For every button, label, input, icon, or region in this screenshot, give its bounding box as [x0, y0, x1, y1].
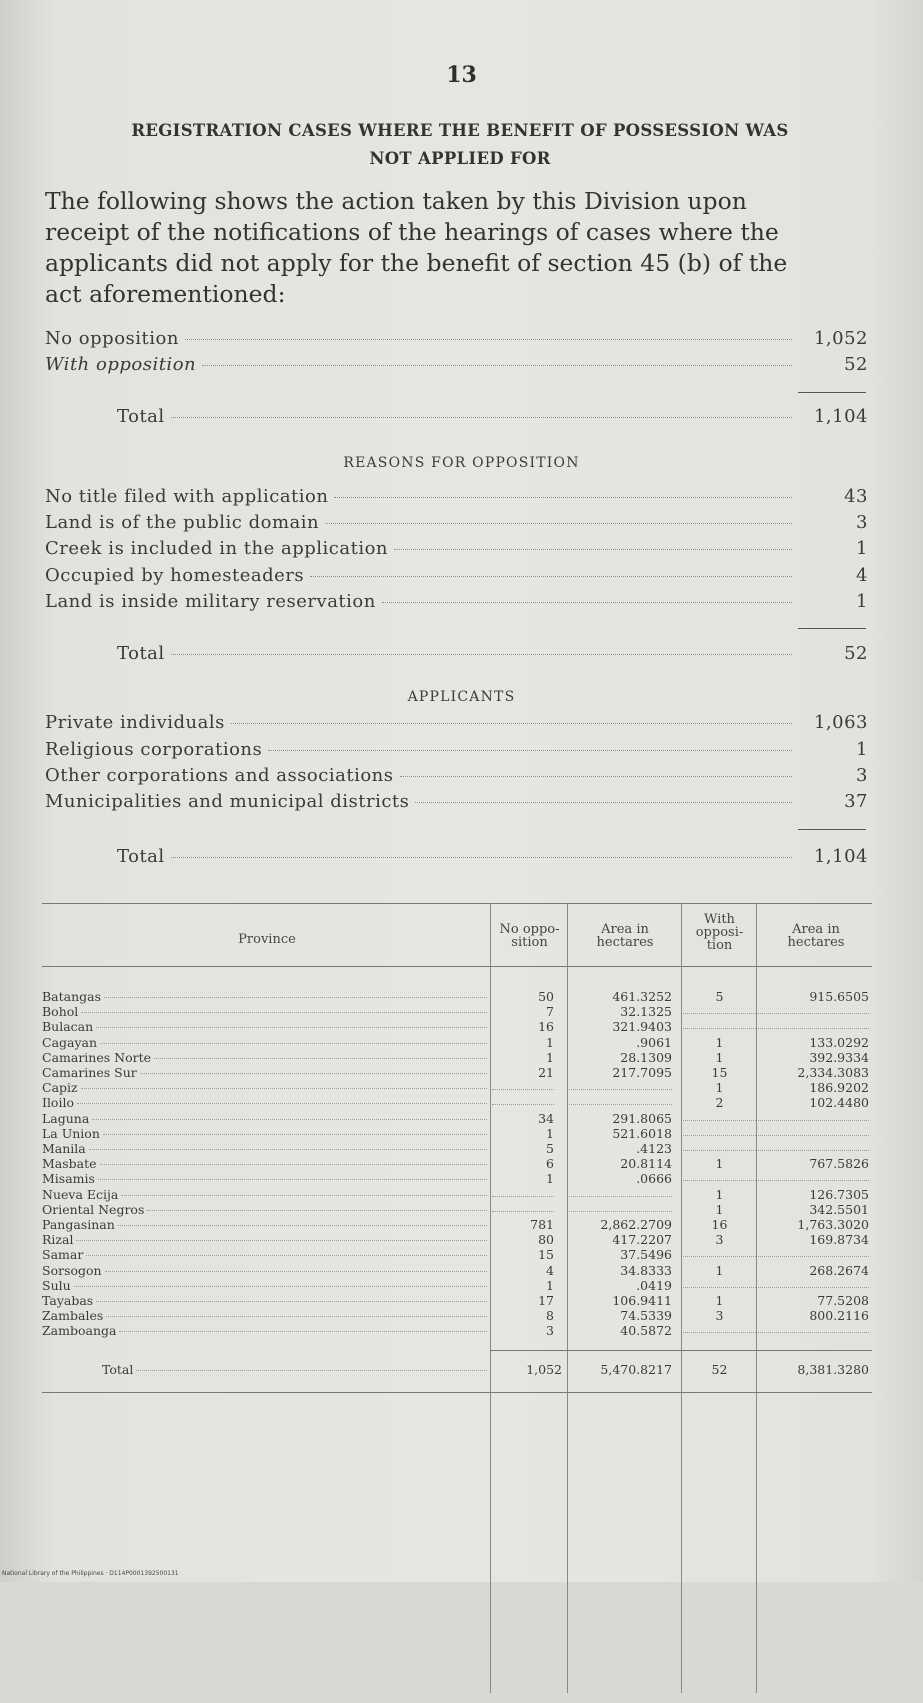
with-opposition-cell: 1: [715, 1049, 724, 1065]
area-no-opposition-cell: .9061: [636, 1034, 672, 1050]
dot-leader: [121, 1195, 487, 1196]
table-header-rule: [42, 966, 872, 967]
area-with-opposition-cell: 800.2116: [809, 1308, 869, 1324]
applicant-row: [45, 765, 868, 791]
dot-leader: [76, 1240, 487, 1241]
column-divider: [681, 903, 682, 1693]
area-with-opposition-cell: 186.9202: [809, 1080, 869, 1096]
province-name: Zambales: [42, 1308, 104, 1324]
area-with-opposition-cell: [758, 1142, 869, 1151]
dot-leader: [171, 653, 792, 655]
applicant-value: 37: [844, 791, 868, 812]
province-cell: [42, 1248, 487, 1261]
table-total-row: [102, 1363, 487, 1376]
reasons-total-row: [117, 643, 868, 669]
province-cell: [42, 1172, 487, 1185]
area-with-opposition-cell: 1,763.3020: [797, 1217, 869, 1232]
dot-leader: [103, 1134, 487, 1135]
dot-leader: [382, 601, 792, 603]
total-rule: [798, 392, 866, 393]
province-name: Nueva Ecija: [42, 1186, 119, 1202]
summary-row-no-opposition: [45, 328, 868, 354]
province-cell: [42, 1066, 487, 1079]
province-cell: [42, 1218, 487, 1231]
applicants-total-row: [117, 846, 868, 872]
total-value: 1,104: [813, 406, 868, 427]
header-line: sition: [511, 935, 548, 950]
area-with-opposition-cell: [758, 1020, 869, 1029]
area-with-opposition-cell: [758, 1324, 869, 1333]
footer-note: National Library of the Philippines · D114P0001392500131: [2, 1570, 179, 1577]
province-name: Sulu: [42, 1277, 71, 1293]
area-with-opposition-cell: [758, 1005, 869, 1014]
header-line: Area in: [792, 922, 840, 937]
dot-leader: [100, 1164, 487, 1165]
no-opposition-cell: 7: [546, 1004, 554, 1020]
with-opposition-cell: 1: [715, 1201, 724, 1217]
intro-line: applicants did not apply for the benefit of section 45 (b) of the: [45, 249, 788, 277]
area-with-opposition-cell: [758, 1248, 869, 1257]
reason-label: Creek is included in the application: [45, 538, 389, 559]
no-opposition-cell: 34: [538, 1110, 554, 1126]
summary-row-with-opposition: [45, 354, 868, 380]
dot-leader: [268, 749, 792, 751]
reason-value: 1: [856, 538, 868, 559]
province-cell: [42, 1188, 487, 1201]
dot-leader: [81, 1088, 487, 1089]
dot-leader: [77, 1103, 487, 1104]
province-name: Pangasinan: [42, 1217, 115, 1232]
with-opposition-cell: 15: [711, 1065, 728, 1080]
with-opposition-cell: 5: [715, 989, 724, 1004]
intro-paragraph: [45, 186, 870, 310]
dot-leader: [100, 1043, 487, 1044]
dot-leader: [105, 1271, 487, 1272]
reason-row: [45, 591, 868, 617]
no-opposition-cell: [492, 1096, 554, 1105]
no-opposition-cell: 3: [546, 1323, 554, 1339]
area-with-opposition-cell: 767.5826: [809, 1156, 869, 1172]
total-rule: [798, 829, 866, 830]
applicant-label: Other corporations and associations: [45, 765, 394, 786]
applicant-row: [45, 791, 868, 817]
applicant-row: [45, 739, 868, 765]
province-cell: [42, 1112, 487, 1125]
with-opposition-cell: [683, 1112, 756, 1121]
with-opposition-cell: 1: [715, 1262, 724, 1278]
dot-leader: [98, 1179, 487, 1180]
dot-leader: [104, 997, 487, 998]
no-opposition-cell: 6: [546, 1156, 554, 1172]
province-name: Batangas: [42, 989, 102, 1004]
province-name: Manila: [42, 1141, 86, 1156]
dot-leader: [136, 1370, 487, 1371]
header-no-opposition: [492, 923, 567, 949]
with-opposition-cell: [683, 1005, 756, 1014]
area-no-opposition-cell: [569, 1081, 672, 1090]
province-cell: [42, 1157, 487, 1170]
province-cell: [42, 1127, 487, 1140]
header-area-no-opposition: [569, 923, 681, 949]
dot-leader: [96, 1301, 487, 1302]
total-with-opposition: 52: [711, 1362, 728, 1377]
province-cell: [42, 1036, 487, 1049]
dot-leader: [140, 1073, 487, 1074]
intro-line: receipt of the notifications of the hearings of cases where the: [45, 218, 779, 246]
area-with-opposition-cell: 126.7305: [809, 1186, 869, 1202]
dot-leader: [185, 338, 792, 340]
total-value: 1,104: [813, 846, 868, 867]
province-name: Iloilo: [42, 1095, 74, 1111]
with-opposition-cell: 1: [715, 1080, 724, 1096]
area-with-opposition-cell: 133.0292: [809, 1034, 869, 1050]
province-cell: [42, 1294, 487, 1307]
no-opposition-cell: 1: [546, 1049, 554, 1065]
reason-row: [45, 512, 868, 538]
area-with-opposition-cell: [758, 1279, 869, 1288]
dot-leader: [147, 1210, 487, 1211]
dot-leader: [74, 1286, 487, 1287]
intro-line: The following shows the action taken by this Division upon: [45, 187, 747, 215]
area-no-opposition-cell: 2,862.2709: [600, 1217, 672, 1232]
total-value: 52: [844, 643, 868, 664]
with-opposition-cell: [683, 1127, 756, 1136]
reason-value: 43: [844, 486, 868, 507]
province-name: Cagayan: [42, 1034, 98, 1050]
no-opposition-cell: [492, 1203, 554, 1212]
dot-leader: [202, 364, 792, 366]
area-no-opposition-cell: 28.1309: [620, 1049, 672, 1065]
area-no-opposition-cell: 32.1325: [620, 1004, 672, 1020]
province-name: Bulacan: [42, 1019, 94, 1035]
reason-value: 4: [856, 565, 868, 586]
province-name: Bohol: [42, 1004, 79, 1020]
header-area-with-opposition: [758, 923, 874, 949]
dot-leader: [415, 801, 792, 803]
province-cell: [42, 1279, 487, 1292]
reason-value: 1: [856, 591, 868, 612]
area-with-opposition-cell: 342.5501: [809, 1201, 869, 1217]
with-opposition-cell: 16: [711, 1217, 728, 1232]
province-cell: [42, 1020, 487, 1033]
reason-row: [45, 538, 868, 564]
no-opposition-cell: 1: [546, 1277, 554, 1293]
area-with-opposition-cell: 102.4480: [809, 1095, 869, 1111]
area-with-opposition-cell: 169.8734: [809, 1232, 869, 1248]
total-label: Total: [117, 846, 165, 867]
total-area-no-opposition: 5,470.8217: [600, 1362, 672, 1377]
province-cell: [42, 990, 487, 1003]
area-no-opposition-cell: 521.6018: [612, 1125, 672, 1141]
dot-leader: [96, 1027, 487, 1028]
column-divider: [567, 903, 568, 1693]
summary-value: 52: [844, 354, 868, 375]
with-opposition-cell: 2: [715, 1095, 724, 1111]
area-no-opposition-cell: 321.9403: [612, 1019, 672, 1035]
province-cell: [42, 1142, 487, 1155]
area-with-opposition-cell: 392.9334: [809, 1049, 869, 1065]
applicant-label: Religious corporations: [45, 739, 263, 760]
no-opposition-cell: 5: [546, 1141, 554, 1156]
area-no-opposition-cell: 34.8333: [620, 1262, 672, 1278]
applicant-value: 3: [856, 765, 868, 786]
dot-leader: [310, 575, 792, 577]
section-heading-line-2: NOT APPLIED FOR: [369, 149, 551, 168]
with-opposition-cell: 3: [715, 1232, 724, 1248]
province-cell: [42, 1309, 487, 1322]
no-opposition-cell: 1: [546, 1125, 554, 1141]
dot-leader: [171, 416, 792, 418]
area-with-opposition-cell: [758, 1127, 869, 1136]
no-opposition-cell: 8: [546, 1308, 554, 1324]
summary-label: No opposition: [45, 328, 179, 349]
with-opposition-cell: 1: [715, 1156, 724, 1172]
column-divider: [490, 903, 491, 1693]
header-line: hectares: [596, 935, 654, 950]
no-opposition-cell: 4: [546, 1262, 554, 1278]
province-name: Camarines Norte: [42, 1049, 151, 1065]
no-opposition-cell: 1: [546, 1171, 554, 1187]
dot-leader: [92, 1119, 487, 1120]
province-cell: [42, 1081, 487, 1094]
no-opposition-cell: [492, 1081, 554, 1090]
total-rule: [798, 628, 866, 629]
header-province: Province: [238, 932, 296, 947]
header-line: With: [704, 912, 735, 927]
total-area-with-opposition: 8,381.3280: [797, 1362, 869, 1377]
no-opposition-cell: 21: [538, 1065, 554, 1080]
with-opposition-cell: [683, 1142, 756, 1151]
dot-leader: [106, 1316, 487, 1317]
with-opposition-cell: 1: [715, 1034, 724, 1050]
reason-row: [45, 565, 868, 591]
province-name: Oriental Negros: [42, 1201, 145, 1217]
intro-line: act aforementioned:: [45, 280, 286, 308]
dot-leader: [119, 1331, 487, 1332]
province-table: [42, 903, 882, 1703]
header-line: No oppo-: [499, 922, 560, 937]
with-opposition-cell: [683, 1248, 756, 1257]
no-opposition-cell: 15: [538, 1247, 554, 1263]
header-line: opposi-: [695, 925, 744, 940]
province-name: La Union: [42, 1125, 100, 1141]
total-label: Total: [117, 406, 165, 427]
no-opposition-cell: 16: [538, 1019, 554, 1035]
dot-leader: [334, 496, 792, 498]
dot-leader: [86, 1255, 487, 1256]
applicant-row: [45, 712, 868, 738]
area-with-opposition-cell: 915.6505: [809, 989, 869, 1004]
no-opposition-cell: [492, 1188, 554, 1197]
column-divider: [756, 903, 757, 1693]
summary-value: 1,052: [813, 328, 868, 349]
area-no-opposition-cell: .4123: [636, 1141, 672, 1156]
no-opposition-cell: 781: [530, 1217, 554, 1232]
area-no-opposition-cell: 417.2207: [612, 1232, 672, 1248]
reasons-subheading: REASONS FOR OPPOSITION: [343, 455, 580, 471]
dot-leader: [171, 856, 792, 858]
province-name: Camarines Sur: [42, 1065, 137, 1080]
header-line: tion: [706, 938, 733, 953]
dot-leader: [89, 1149, 487, 1150]
reason-value: 3: [856, 512, 868, 533]
province-cell: [42, 1051, 487, 1064]
province-cell: [42, 1324, 487, 1337]
province-name: Samar: [42, 1247, 84, 1263]
reason-row: [45, 486, 868, 512]
applicant-label: Private individuals: [45, 712, 225, 733]
dot-leader: [394, 548, 792, 550]
area-no-opposition-cell: .0666: [636, 1171, 672, 1187]
dot-leader: [154, 1058, 487, 1059]
province-cell: [42, 1096, 487, 1109]
province-cell: [42, 1233, 487, 1246]
with-opposition-cell: 1: [715, 1186, 724, 1202]
area-no-opposition-cell: 461.3252: [612, 989, 672, 1004]
dot-leader: [325, 522, 792, 524]
applicants-subheading: APPLICANTS: [407, 689, 516, 705]
area-no-opposition-cell: 40.5872: [620, 1323, 672, 1339]
area-with-opposition-cell: 268.2674: [809, 1262, 869, 1278]
area-no-opposition-cell: [569, 1188, 672, 1197]
total-label: Total: [117, 643, 165, 664]
province-name: Laguna: [42, 1110, 90, 1126]
header-with-opposition: [683, 913, 756, 952]
area-with-opposition-cell: [758, 1112, 869, 1121]
province-name: Misamis: [42, 1171, 95, 1187]
reason-label: Land is inside military reservation: [45, 591, 376, 612]
province-cell: [42, 1264, 487, 1277]
table-bottom-rule: [42, 1392, 872, 1393]
summary-total-row: [117, 406, 868, 432]
area-no-opposition-cell: 291.8065: [612, 1110, 672, 1126]
area-no-opposition-cell: 106.9411: [612, 1293, 672, 1308]
province-cell: [42, 1005, 487, 1018]
no-opposition-cell: 80: [538, 1232, 554, 1248]
total-label: Total: [102, 1362, 134, 1377]
total-no-opposition: 1,052: [526, 1362, 562, 1377]
header-line: Area in: [601, 922, 649, 937]
no-opposition-cell: 1: [546, 1034, 554, 1050]
area-no-opposition-cell: 217.7095: [612, 1065, 672, 1080]
with-opposition-cell: [683, 1172, 756, 1181]
province-name: Zamboanga: [42, 1323, 117, 1339]
province-name: Sorsogon: [42, 1262, 102, 1278]
dot-leader: [81, 1012, 487, 1013]
reason-label: Occupied by homesteaders: [45, 565, 305, 586]
table-top-rule: [42, 903, 872, 904]
with-opposition-cell: [683, 1279, 756, 1288]
with-opposition-cell: 1: [715, 1293, 724, 1308]
area-no-opposition-cell: [569, 1203, 672, 1212]
area-no-opposition-cell: 37.5496: [620, 1247, 672, 1263]
area-no-opposition-cell: 20.8114: [620, 1156, 672, 1172]
summary-label: With opposition: [45, 354, 197, 375]
province-name: Capiz: [42, 1080, 78, 1096]
area-no-opposition-cell: [569, 1096, 672, 1105]
area-with-opposition-cell: 2,334.3083: [797, 1065, 869, 1080]
applicant-value: 1,063: [813, 712, 868, 733]
no-opposition-cell: 17: [538, 1293, 554, 1308]
province-cell: [42, 1203, 487, 1216]
dot-leader: [400, 775, 793, 777]
area-no-opposition-cell: 74.5339: [620, 1308, 672, 1324]
area-with-opposition-cell: 77.5208: [817, 1293, 869, 1308]
with-opposition-cell: 3: [715, 1308, 724, 1324]
province-name: Masbate: [42, 1156, 97, 1172]
area-with-opposition-cell: [758, 1172, 869, 1181]
reason-label: Land is of the public domain: [45, 512, 320, 533]
page-number: 13: [446, 62, 477, 88]
province-name: Tayabas: [42, 1293, 94, 1308]
dot-leader: [118, 1225, 487, 1226]
dot-leader: [231, 722, 792, 724]
no-opposition-cell: 50: [538, 989, 554, 1004]
total-rule: [490, 1350, 872, 1351]
with-opposition-cell: [683, 1324, 756, 1333]
applicant-value: 1: [856, 739, 868, 760]
reason-label: No title filed with application: [45, 486, 329, 507]
with-opposition-cell: [683, 1020, 756, 1029]
applicant-label: Municipalities and municipal districts: [45, 791, 410, 812]
header-line: hectares: [787, 935, 845, 950]
section-heading-line-1: REGISTRATION CASES WHERE THE BENEFIT OF POSSESSION WAS: [131, 121, 789, 140]
area-no-opposition-cell: .0419: [636, 1277, 672, 1293]
province-name: Rizal: [42, 1232, 74, 1248]
